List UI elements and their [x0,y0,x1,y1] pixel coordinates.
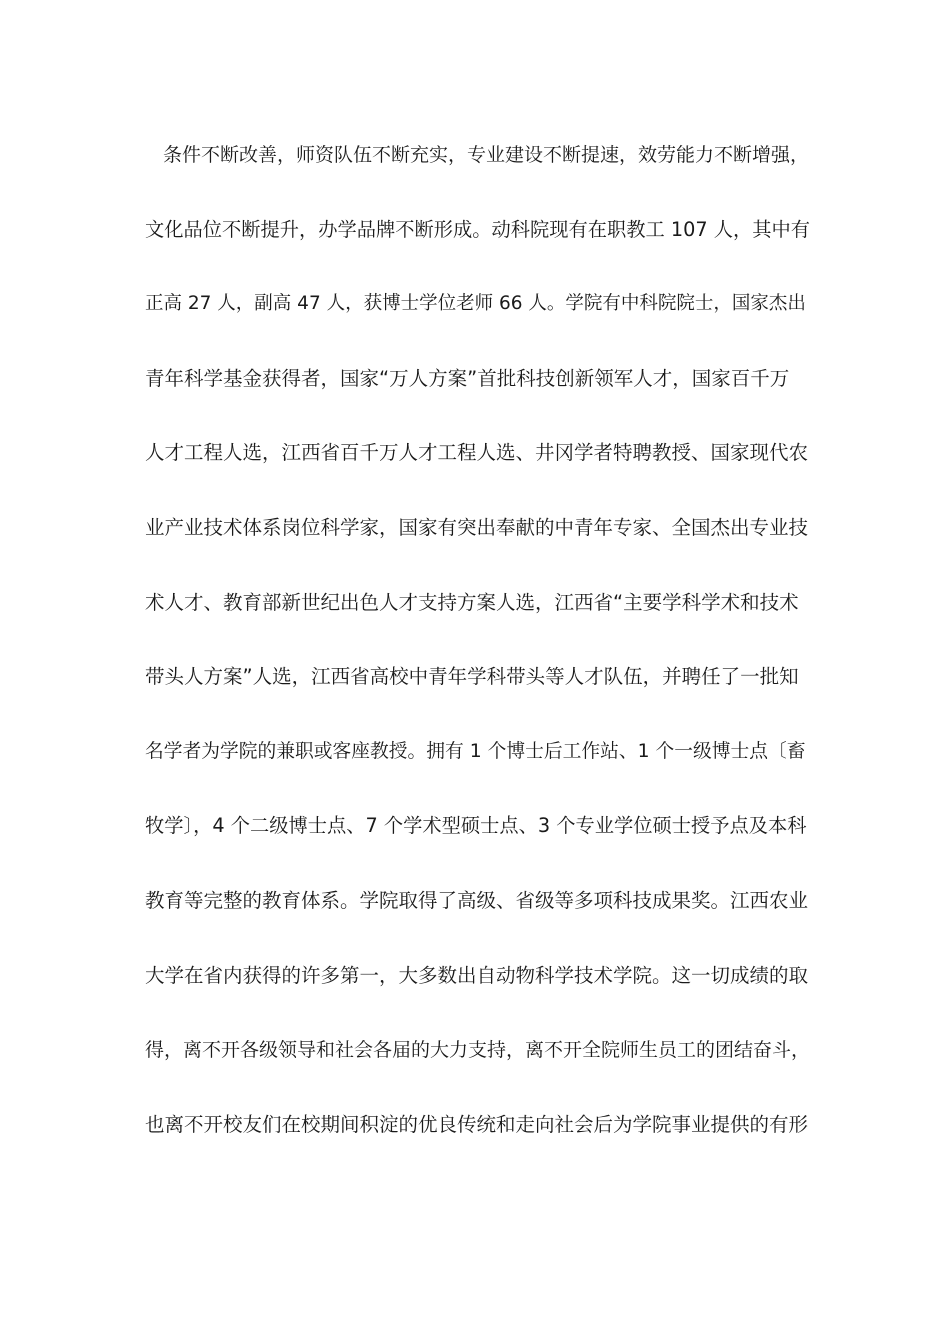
text-line: 也离不开校友们在校期间积淀的优良传统和走向社会后为学院事业提供的有形 [145,1112,809,1136]
text-line: 文化品位不断提升，办学品牌不断形成。动科院现有在职教工 107 人，其中有 [145,217,810,241]
text-line: 得，离不开各级领导和社会各届的大力支持，离不开全院师生员工的团结奋斗， [145,1039,811,1062]
text-line: 业产业技术体系岗位科学家，国家有突出奉献的中青年专家、全国杰出专业技 [145,515,809,539]
text-line: 人才工程人选，江西省百千万人才工程人选、井冈学者特聘教授、国家现代农 [145,441,809,465]
text-line: 青年科学基金获得者，国家“万人方案”首批科技创新领军人才，国家百千万 [145,366,790,390]
text-line: 教育等完整的教育体系。学院取得了高级、省级等多项科技成果奖。江西农业 [145,888,809,912]
text-line: 正高 27 人，副高 47 人，获博士学位老师 66 人。学院有中科院院士，国家杰出 [145,293,806,315]
text-line: 大学在省内获得的许多第一，大多数出自动物科学技术学院。这一切成绩的取 [145,963,809,987]
text-line: 术人才、教育部新世纪出色人才支持方案人选，江西省“主要学科学术和技术 [145,590,799,614]
text-line: 带头人方案”人选，江西省高校中青年学科带头等人才队伍，并聘任了一批知 [145,665,799,689]
text-line: 牧学〕，4 个二级博士点、7 个学术型硕士点、3 个专业学位硕士授予点及本科 [145,814,807,838]
body-paragraph [145,118,810,1162]
text-line: 条件不断改善，师资队伍不断充实，专业建设不断提速，效劳能力不断增强， [163,144,810,166]
text-line: 名学者为学院的兼职或客座教授。拥有 1 个博士后工作站、1 个一级博士点〔畜 [145,740,806,762]
